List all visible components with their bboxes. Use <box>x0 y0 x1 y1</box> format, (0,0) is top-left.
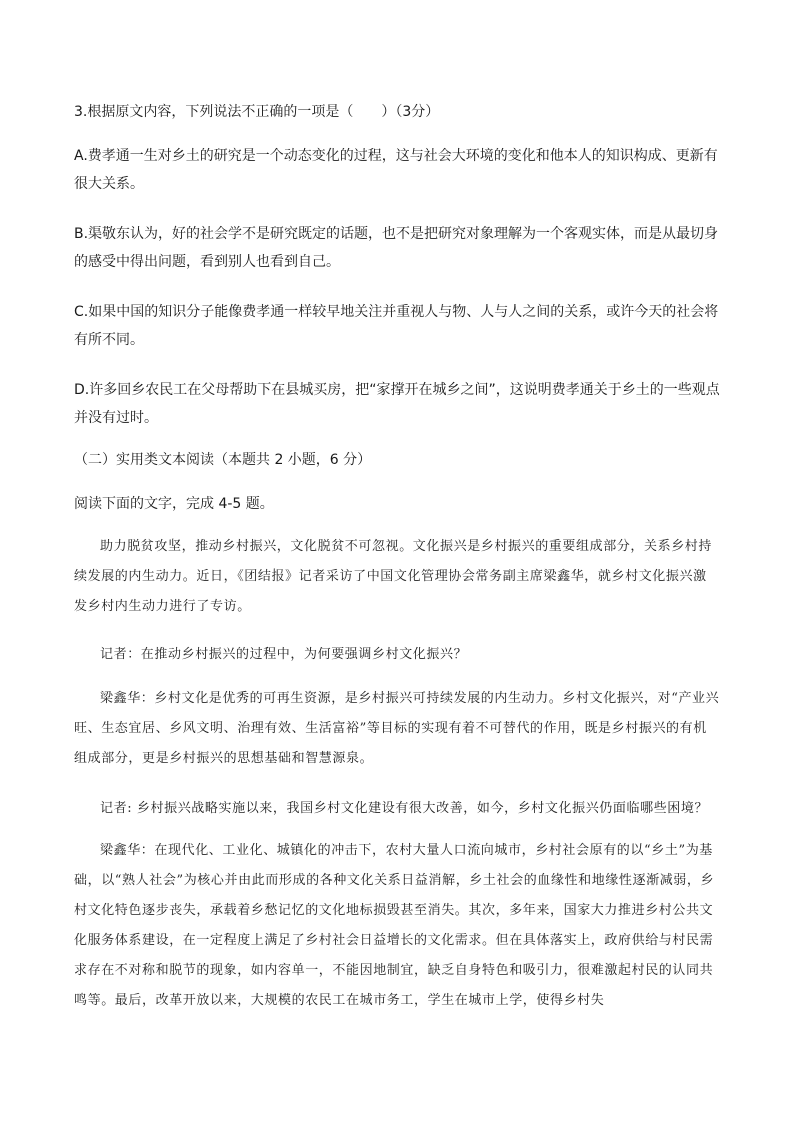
article-paragraph: 梁鑫华：在现代化、工业化、城镇化的冲击下，农村大量人口流向城市，乡村社会原有的以“乡土”为基础，以“熟人社会”为核心并由此而形成的各种文化关系日益消解，乡土社会的血缘性和地缘性逐渐减弱，乡村文化特色逐步丧失，承载着乡愁记忆的文化地标损毁甚至消失。其次，多年来，国家大力推进乡村公共文化服务体系建设，在一定程度上满足了乡村社会日益增长的文化需求。但在具体落实上，政府供给与村民需求存在不对称和脱节的现象，如内容单一，不能因地制宜，缺乏自身特色和吸引力，很难激起村民的认同共鸣等。最后，改革开放以来，大规模的农民工在城市务工，学生在城市上学，使得乡村失 <box>74 843 715 1008</box>
option-a: A.费孝通一生对乡土的研究是一个动态变化的过程，这与社会大环境的变化和他本人的知识构成、更新有很大关系。 <box>74 148 718 192</box>
article-paragraph: 记者：在推动乡村振兴的过程中，为何要强调乡村文化振兴？ <box>100 647 468 662</box>
option-b: B.渠敬东认为，好的社会学不是研究既定的话题，也不是把研究对象理解为一个客观实体，而是从最切身的感受中得出问题，看到别人也看到自己。 <box>74 226 719 270</box>
section-heading: （二）实用类文本阅读（本题共 2 小题，6 分） <box>74 452 372 468</box>
option-c: C.如果中国的知识分子能像费孝通一样较早地关注并重视人与物、人与人之间的关系，或许今天的社会将有所不同。 <box>74 304 719 348</box>
article-paragraph: 记者: 乡村振兴战略实施以来，我国乡村文化建设有很大改善，如今，乡村文化振兴仍面临哪些困境？ <box>100 801 709 816</box>
option-d: D.许多回乡农民工在父母帮助下在县城买房，把“家撑开在城乡之间”，这说明费孝通关于乡土的一些观点并没有过时。 <box>74 382 720 426</box>
article-paragraph: 梁鑫华：乡村文化是优秀的可再生资源，是乡村振兴可持续发展的内生动力。乡村文化振兴，对“产业兴旺、生态宜居、乡风文明、治理有效、生活富裕”等目标的实现有着不可替代的作用，既是乡村振兴的有机组成部分，更是乡村振兴的思想基础和智慧源泉。 <box>74 691 720 766</box>
article-paragraph: 助力脱贫攻坚，推动乡村振兴，文化脱贫不可忽视。文化振兴是乡村振兴的重要组成部分，关系乡村持续发展的内生动力。近日，《团结报》记者采访了中国文化管理协会常务副主席梁鑫华，就乡村文化振兴激发乡村内生动力进行了专访。 <box>74 539 713 614</box>
question-title: 3.根据原文内容，下列说法不正确的一项是（ ）（3分） <box>74 104 440 120</box>
section-instruction: 阅读下面的文字，完成 4-5 题。 <box>74 496 274 512</box>
